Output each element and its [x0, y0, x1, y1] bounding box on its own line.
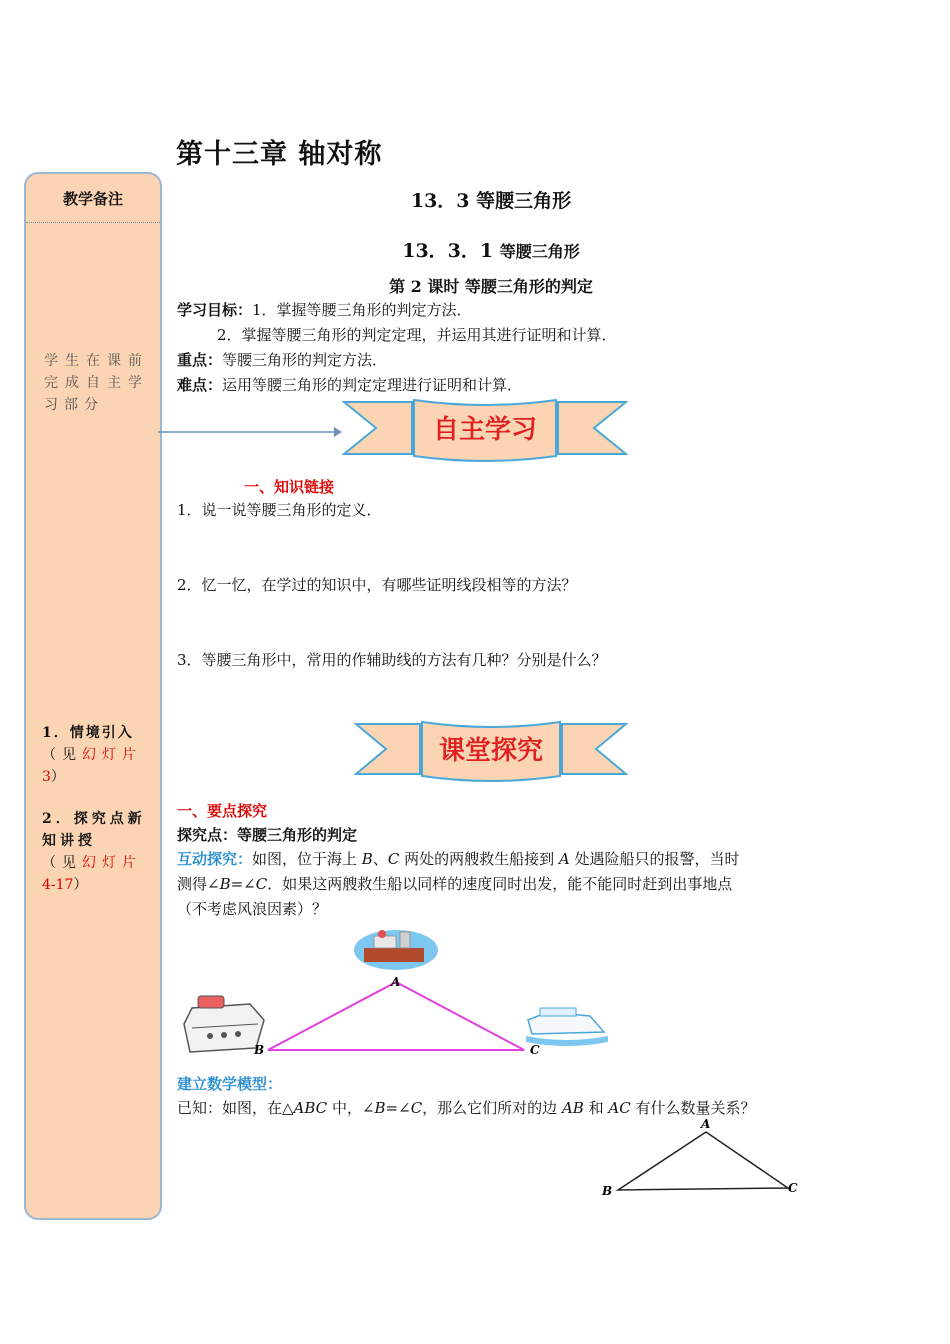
step1-ref-num: 3）	[42, 769, 65, 785]
sidebar-divider	[26, 222, 160, 223]
sidebar-step-1	[42, 722, 152, 788]
ship-rescue-figure	[180, 924, 620, 1064]
objective-line-2: 2．掌握等腰三角形的判定定理，并运用其进行证明和计算．	[217, 326, 617, 344]
objective-line-1: 学习目标：1．掌握等腰三角形的判定方法．	[177, 301, 472, 319]
knowledge-link-title: 一、知识链接	[244, 478, 335, 496]
section-title: 13．3 等腰三角形	[410, 190, 572, 212]
interactive-line-2: 测得∠B=∠C．如果这两艘救生船以同样的速度同时出发，能不能同时赶到出事地点	[177, 875, 733, 893]
banner-classroom-text: 课堂探究	[438, 736, 544, 766]
key-point: 重点：等腰三角形的判定方法．	[177, 351, 388, 369]
sidebar-title: 教学备注	[62, 190, 123, 208]
step1-label: 1．情境引入	[42, 725, 134, 741]
figure1-label-c: C	[530, 1043, 540, 1057]
figure1-label-a: A	[391, 975, 401, 989]
model-label: 建立数学模型：	[177, 1075, 283, 1093]
sidebar-note: 学生在课前完成自主学习部分	[44, 353, 148, 413]
figure2-label-b: B	[602, 1184, 613, 1198]
explore-title: 一、要点探究	[177, 802, 268, 820]
triangle-abc-figure	[596, 1116, 806, 1200]
interactive-line-1: 互动探究：如图，位于海上 B、C 两处的两艘救生船接到 A 处遇险船只的报警，当时	[177, 850, 740, 868]
step2-ref-num: 4-17）	[42, 877, 88, 893]
banner-self-study-text: 自主学习	[432, 415, 538, 445]
rescue-ship-c-icon	[526, 1008, 608, 1046]
step1-ref: （见幻灯片	[42, 747, 142, 763]
rescue-triangle	[268, 982, 524, 1050]
banner-self-study	[342, 396, 628, 464]
step2-label: 2．探究点新知讲授	[42, 811, 146, 849]
lesson-title: 第 2 课时 等腰三角形的判定	[389, 277, 593, 296]
triangle-abc	[618, 1132, 788, 1190]
subsection-title: 13．3．1 等腰三角形	[402, 240, 580, 262]
figure2-label-a: A	[701, 1117, 711, 1131]
question-1: 1．说一说等腰三角形的定义．	[177, 501, 382, 519]
explore-point: 探究点：等腰三角形的判定	[177, 826, 358, 844]
banner-classroom	[354, 718, 628, 784]
figure2-label-c: C	[788, 1181, 798, 1195]
rescue-ship-b-icon	[184, 996, 264, 1052]
distress-ship-icon	[354, 930, 438, 970]
figure1-label-b: B	[254, 1043, 265, 1057]
arrow-to-banner	[158, 424, 342, 440]
chapter-title: 第十三章 轴对称	[176, 139, 383, 170]
question-3: 3．等腰三角形中，常用的作辅助线的方法有几种？分别是什么？	[177, 651, 607, 669]
step2-ref: （见幻灯片	[42, 855, 142, 871]
teaching-notes-sidebar	[24, 172, 162, 1220]
question-2: 2．忆一忆，在学过的知识中，有哪些证明线段相等的方法？	[177, 576, 577, 594]
model-given: 已知：如图，在△ABC 中，∠B=∠C，那么它们所对的边 AB 和 AC 有什么数量关系？	[177, 1099, 756, 1117]
interactive-line-3: （不考虑风浪因素）？	[177, 900, 328, 918]
sidebar-step-2	[42, 808, 152, 896]
difficulty: 难点：运用等腰三角形的判定定理进行证明和计算．	[177, 376, 523, 394]
